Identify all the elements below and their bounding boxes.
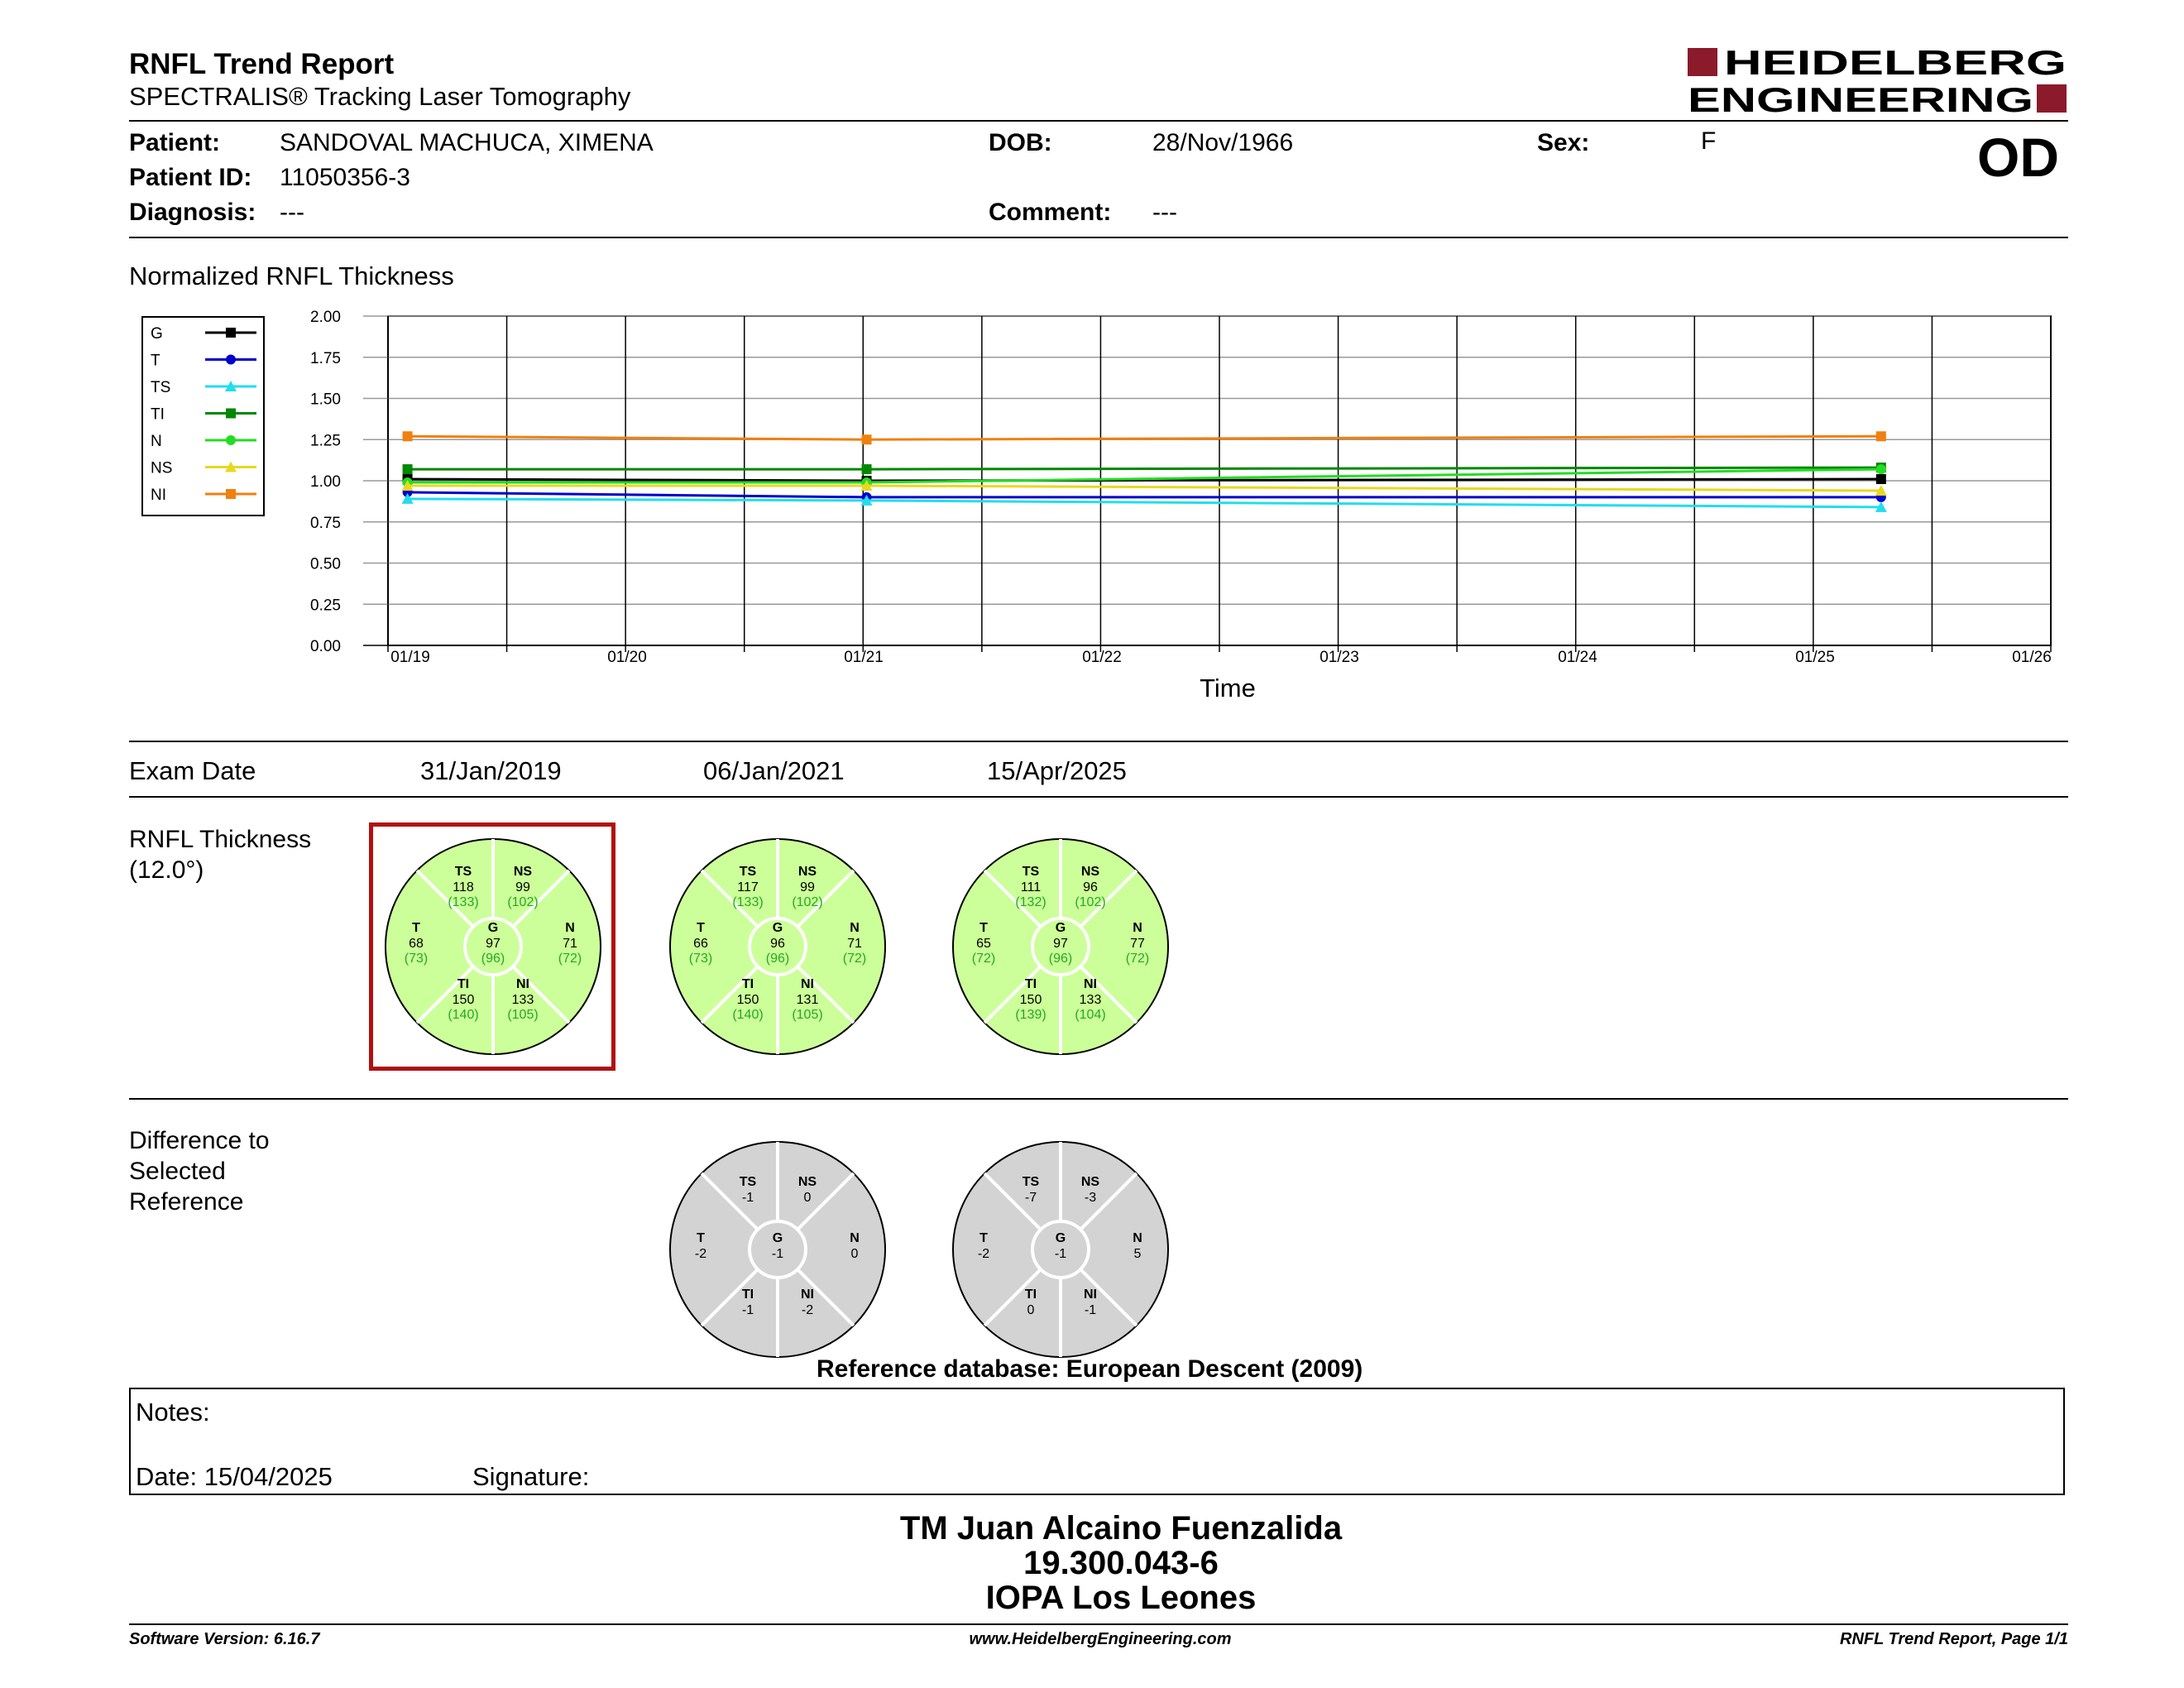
sector-label-ns: NS (797, 865, 817, 879)
chart-y-tick-label: 1.00 (310, 473, 341, 491)
diff-sector-value-g: -1 (1054, 1247, 1067, 1261)
chart-x-tick-label: 01/21 (844, 649, 884, 666)
chart-y-tick-label: 1.25 (310, 432, 341, 450)
difference-circle-1 (670, 1142, 885, 1357)
sector-label-t: T (979, 921, 988, 935)
chart-x-tick-label: 01/25 (1795, 649, 1835, 666)
diff-sector-label-ni: NI (801, 1288, 814, 1302)
sector-normative-g: (96) (765, 952, 790, 966)
chart-y-tick-label: 1.50 (310, 391, 341, 409)
reference-database: Reference database: European Descent (2009) (817, 1355, 1363, 1383)
sector-label-n: N (850, 921, 860, 935)
chart-x-tick-label: 01/20 (607, 649, 647, 666)
difference-circle-2 (953, 1142, 1168, 1357)
chart-x-tick-label: 01/26 (2012, 649, 2052, 666)
sector-normative-ni: (105) (507, 1008, 539, 1022)
sector-value-t: 65 (976, 937, 991, 951)
sector-normative-n: (72) (558, 952, 582, 966)
sector-value-ns: 96 (1083, 880, 1098, 894)
chart-y-tick-label: 2.00 (310, 309, 341, 326)
sector-label-ni: NI (801, 977, 814, 991)
exam-date-1: 31/Jan/2019 (420, 756, 562, 785)
legend-label-ts: TS (151, 379, 171, 396)
legend-label-ni: NI (151, 487, 166, 504)
chart-title: Normalized RNFL Thickness (129, 261, 454, 290)
legend-label-n: N (151, 433, 162, 450)
chart-y-tick-label: 0.00 (310, 638, 341, 655)
diff-sector-label-n: N (1133, 1231, 1142, 1245)
diff-sector-label-ts: TS (1022, 1175, 1040, 1189)
sector-label-n: N (1133, 921, 1142, 935)
company-website[interactable]: www.HeidelbergEngineering.com (969, 1630, 1232, 1648)
notes-label: Notes: (136, 1398, 210, 1427)
operator-id: 19.300.043-6 (1023, 1545, 1219, 1581)
thickness-circle-2 (670, 839, 885, 1054)
diff-sector-value-ts: -7 (1024, 1191, 1037, 1205)
chart-y-tick-label: 0.25 (310, 597, 341, 615)
sector-normative-ts: (132) (1015, 895, 1046, 909)
sector-normative-t: (72) (971, 952, 996, 966)
sector-normative-ts: (133) (448, 895, 479, 909)
sector-label-t: T (412, 921, 420, 935)
difference-label-line2: Selected (129, 1158, 226, 1185)
difference-section-label (129, 1125, 270, 1217)
chart-x-tick-label: 01/22 (1082, 649, 1122, 666)
sector-normative-ns: (102) (507, 895, 539, 909)
sector-value-ns: 99 (800, 880, 815, 894)
patient-id-label: Patient ID: (129, 164, 252, 191)
thickness-circle-1 (386, 839, 601, 1054)
eye-indicator: OD (1977, 127, 2059, 188)
legend-label-ns: NS (151, 459, 173, 477)
sector-label-g: G (487, 921, 499, 935)
chart-x-tick-label: 01/23 (1320, 649, 1359, 666)
diff-sector-label-g: G (1055, 1231, 1066, 1245)
sector-label-ni: NI (516, 977, 529, 991)
sector-value-ns: 99 (515, 880, 530, 894)
diff-sector-label-t: T (697, 1231, 705, 1245)
sector-label-ns: NS (513, 865, 533, 879)
sector-value-n: 71 (563, 937, 577, 951)
sector-label-ts: TS (454, 865, 472, 879)
dob-label: DOB: (989, 129, 1052, 156)
sector-label-t: T (697, 921, 705, 935)
signature-label: Signature: (472, 1462, 590, 1491)
sector-label-ti: TI (1024, 977, 1037, 991)
diff-sector-value-ni: -2 (801, 1303, 814, 1317)
logo-text-heidelberg: HEIDELBERG (1724, 43, 2067, 82)
difference-label-line1: Difference to (129, 1127, 270, 1154)
chart-x-tick-label: 01/24 (1558, 649, 1597, 666)
sector-normative-t: (73) (688, 952, 713, 966)
sector-value-g: 96 (770, 937, 785, 951)
diff-sector-label-n: N (850, 1231, 860, 1245)
patient-id-value: 11050356-3 (280, 164, 410, 191)
chart-y-tick-label: 1.75 (310, 349, 341, 367)
diff-sector-label-ns: NS (797, 1175, 817, 1189)
chart-x-label: Time (1200, 674, 1256, 703)
sex-value: F (1701, 127, 1717, 155)
legend-label-g: G (151, 325, 163, 343)
sector-value-ts: 111 (1020, 880, 1042, 894)
chart-x-tick-label: 01/19 (390, 649, 430, 666)
thickness-label-line1: RNFL Thickness (129, 826, 312, 853)
sector-value-n: 71 (847, 937, 862, 951)
notes-date: Date: 15/04/2025 (136, 1462, 333, 1491)
sector-normative-ti: (140) (732, 1008, 764, 1022)
legend-label-t: T (151, 352, 160, 370)
sector-label-n: N (565, 921, 575, 935)
diff-sector-value-ti: 0 (1027, 1303, 1035, 1317)
report-title: RNFL Trend Report (129, 48, 395, 80)
sector-value-ti: 150 (1019, 993, 1042, 1007)
thickness-label-line2: (12.0°) (129, 856, 204, 884)
diff-sector-label-ti: TI (741, 1288, 754, 1302)
diff-sector-value-ts: -1 (741, 1191, 754, 1205)
page-indicator: RNFL Trend Report, Page 1/1 (1840, 1630, 2068, 1648)
operator-block (0, 1511, 2184, 1615)
diff-sector-value-t: -2 (977, 1247, 990, 1261)
dob-value: 28/Nov/1966 (1152, 129, 1294, 156)
sector-value-ni: 133 (1079, 993, 1102, 1007)
diagnosis-label: Diagnosis: (129, 199, 256, 226)
sector-label-g: G (1055, 921, 1066, 935)
legend-label-ti: TI (151, 405, 165, 424)
logo-text-engineering: ENGINEERING (1688, 80, 2033, 117)
sector-value-g: 97 (486, 937, 500, 951)
sector-label-ns: NS (1080, 865, 1100, 879)
sector-label-ts: TS (739, 865, 757, 879)
footer-divider (129, 1623, 2068, 1625)
sector-value-ni: 131 (796, 993, 819, 1007)
diff-sector-label-ti: TI (1024, 1288, 1037, 1302)
sector-value-ti: 150 (452, 993, 475, 1007)
diff-sector-value-ns: 0 (803, 1191, 812, 1205)
exam-date-label: Exam Date (129, 756, 256, 785)
diff-sector-value-t: -2 (694, 1247, 707, 1261)
report-subtitle: SPECTRALIS® Tracking Laser Tomography (129, 82, 631, 111)
sector-label-ts: TS (1022, 865, 1040, 879)
sector-label-ti: TI (457, 977, 470, 991)
notes-box[interactable] (129, 1388, 2065, 1495)
diff-sector-label-ts: TS (739, 1175, 757, 1189)
sector-normative-ni: (105) (792, 1008, 823, 1022)
sector-value-g: 97 (1053, 937, 1068, 951)
sector-value-ni: 133 (511, 993, 534, 1007)
diff-sector-value-n: 0 (850, 1247, 859, 1261)
patient-label: Patient: (129, 129, 221, 156)
sector-normative-g: (96) (481, 952, 505, 966)
operator-name: TM Juan Alcaino Fuenzalida (899, 1510, 1343, 1547)
chart-y-tick-label: 0.50 (310, 555, 341, 573)
sector-normative-ti: (139) (1015, 1008, 1046, 1022)
operator-clinic: IOPA Los Leones (985, 1580, 1257, 1616)
sector-normative-ti: (140) (448, 1008, 479, 1022)
diagnosis-value: --- (280, 199, 304, 226)
difference-label-line3: Reference (129, 1188, 244, 1216)
diff-sector-value-ti: -1 (741, 1303, 754, 1317)
sector-normative-ts: (133) (732, 895, 764, 909)
sector-value-t: 68 (409, 937, 424, 951)
sector-label-ni: NI (1084, 977, 1097, 991)
sector-value-ts: 117 (737, 880, 759, 894)
sector-label-g: G (772, 921, 783, 935)
exam-date-3: 15/Apr/2025 (987, 756, 1127, 785)
sector-value-t: 66 (693, 937, 708, 951)
sector-normative-t: (73) (404, 952, 429, 966)
sector-normative-g: (96) (1048, 952, 1073, 966)
diff-sector-value-n: 5 (1133, 1247, 1142, 1261)
diff-sector-label-ns: NS (1080, 1175, 1100, 1189)
sector-normative-n: (72) (1125, 952, 1150, 966)
sector-normative-ni: (104) (1075, 1008, 1106, 1022)
patient-name: SANDOVAL MACHUCA, XIMENA (280, 129, 654, 156)
comment-value: --- (1152, 199, 1177, 226)
sector-value-n: 77 (1130, 937, 1145, 951)
diff-sector-value-ni: -1 (1084, 1303, 1097, 1317)
diff-sector-value-g: -1 (771, 1247, 784, 1261)
thickness-circle-3 (953, 839, 1168, 1054)
diff-sector-label-t: T (979, 1231, 988, 1245)
software-version: Software Version: 6.16.7 (129, 1630, 320, 1648)
diff-sector-label-g: G (772, 1231, 783, 1245)
chart-y-tick-label: 0.75 (310, 514, 341, 532)
sector-normative-ns: (102) (1075, 895, 1106, 909)
diff-sector-label-ni: NI (1084, 1288, 1097, 1302)
exam-date-2: 06/Jan/2021 (703, 756, 845, 785)
sector-value-ti: 150 (736, 993, 759, 1007)
comment-label: Comment: (989, 199, 1112, 226)
diff-sector-value-ns: -3 (1084, 1191, 1097, 1205)
difference-divider (129, 1098, 2068, 1100)
sector-normative-n: (72) (842, 952, 867, 966)
sector-normative-ns: (102) (792, 895, 823, 909)
sector-value-ts: 118 (453, 880, 474, 894)
sector-label-ti: TI (741, 977, 754, 991)
sex-label: Sex: (1537, 129, 1590, 156)
